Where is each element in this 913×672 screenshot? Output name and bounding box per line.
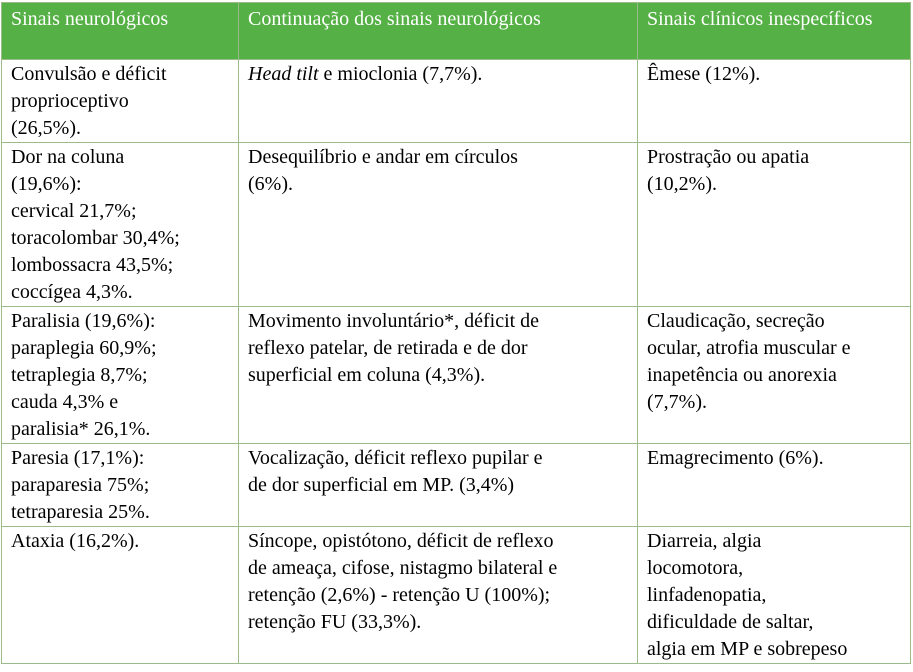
cell-line: Claudicação, secreção	[647, 310, 825, 332]
cell-line: dificuldade de saltar,	[647, 611, 814, 633]
cell-line: Paralisia (19,6%):	[11, 310, 156, 332]
cell-line: retenção FU (33,3%).	[248, 611, 422, 633]
cell-neuro	[2, 444, 239, 527]
cell-line: paraparesia 75%;	[11, 474, 150, 496]
cell-neuro	[2, 527, 239, 664]
clinical-signs-table	[1, 2, 911, 664]
cell-continuation	[239, 527, 638, 664]
cell-line: algia em MP e sobrepeso	[647, 638, 848, 660]
cell-line: paralisia* 26,1%.	[11, 418, 151, 440]
cell-line: Diarreia, algia	[647, 530, 762, 552]
cell-line: Ataxia (16,2%).	[11, 530, 140, 552]
cell-line: Paresia (17,1%):	[11, 447, 145, 469]
cell-continuation	[239, 60, 638, 143]
cell-clinical	[638, 60, 911, 143]
cell-line: Desequilíbrio e andar em círculos	[248, 146, 518, 168]
cell-line: proprioceptivo	[11, 90, 129, 112]
header-neurological-signs: Sinais neurológicos	[2, 3, 239, 60]
cell-line: tetraparesia 25%.	[11, 501, 150, 523]
cell-line: tetraplegia 8,7%;	[11, 364, 148, 386]
cell-neuro	[2, 60, 239, 143]
cell-continuation	[239, 143, 638, 307]
cell-line: linfadenopatia,	[647, 584, 767, 606]
cell-line: lombossacra 43,5%;	[11, 254, 174, 276]
header-nonspecific-clinical-signs: Sinais clínicos inespecíficos	[638, 3, 911, 60]
cell-line: de ameaça, cifose, nistagmo bilateral e	[248, 557, 558, 579]
cell-line	[248, 61, 629, 88]
cell-line: coccígea 4,3%.	[11, 281, 133, 303]
cell-line: Emagrecimento (6%).	[647, 447, 824, 469]
cell-line: inapetência ou anorexia	[647, 364, 837, 386]
cell-line: superficial em coluna (4,3%).	[248, 364, 486, 386]
cell-line: ocular, atrofia muscular e	[647, 337, 851, 359]
table-row	[2, 307, 911, 444]
table-row	[2, 527, 911, 664]
cell-line: (6%).	[248, 173, 293, 195]
cell-continuation	[239, 444, 638, 527]
table-row	[2, 143, 911, 307]
cell-line: Síncope, opistótono, déficit de reflexo	[248, 530, 554, 552]
cell-line: Movimento involuntário*, déficit de	[248, 310, 540, 332]
cell-neuro	[2, 143, 239, 307]
italic-term: Head tilt	[248, 63, 319, 85]
cell-neuro	[2, 307, 239, 444]
cell-line: (7,7%).	[647, 391, 707, 413]
table-row	[2, 60, 911, 143]
cell-line: (10,2%).	[647, 173, 717, 195]
cell-line: Vocalização, déficit reflexo pupilar e	[248, 447, 543, 469]
cell-line: Prostração ou apatia	[647, 146, 810, 168]
cell-line: paraplegia 60,9%;	[11, 337, 157, 359]
cell-line: de dor superficial em MP. (3,4%)	[248, 474, 515, 496]
cell-clinical	[638, 444, 911, 527]
cell-line: Convulsão e déficit	[11, 63, 167, 85]
table-header-row	[2, 3, 911, 60]
cell-line: (19,6%):	[11, 173, 82, 195]
cell-line: Êmese (12%).	[647, 63, 761, 85]
cell-text: e mioclonia (7,7%).	[318, 63, 483, 85]
header-neurological-signs-continued: Continuação dos sinais neurológicos	[239, 3, 638, 60]
cell-line: reflexo patelar, de retirada e de dor	[248, 337, 528, 359]
cell-line: cervical 21,7%;	[11, 200, 137, 222]
cell-line: Dor na coluna	[11, 146, 125, 168]
cell-clinical	[638, 143, 911, 307]
cell-line: toracolombar 30,4%;	[11, 227, 180, 249]
cell-clinical	[638, 307, 911, 444]
table-row	[2, 444, 911, 527]
cell-line: retenção (2,6%) - retenção U (100%);	[248, 584, 551, 606]
cell-line: locomotora,	[647, 557, 744, 579]
cell-line: cauda 4,3% e	[11, 391, 119, 413]
cell-clinical	[638, 527, 911, 664]
cell-line: (26,5%).	[11, 117, 81, 139]
cell-continuation	[239, 307, 638, 444]
